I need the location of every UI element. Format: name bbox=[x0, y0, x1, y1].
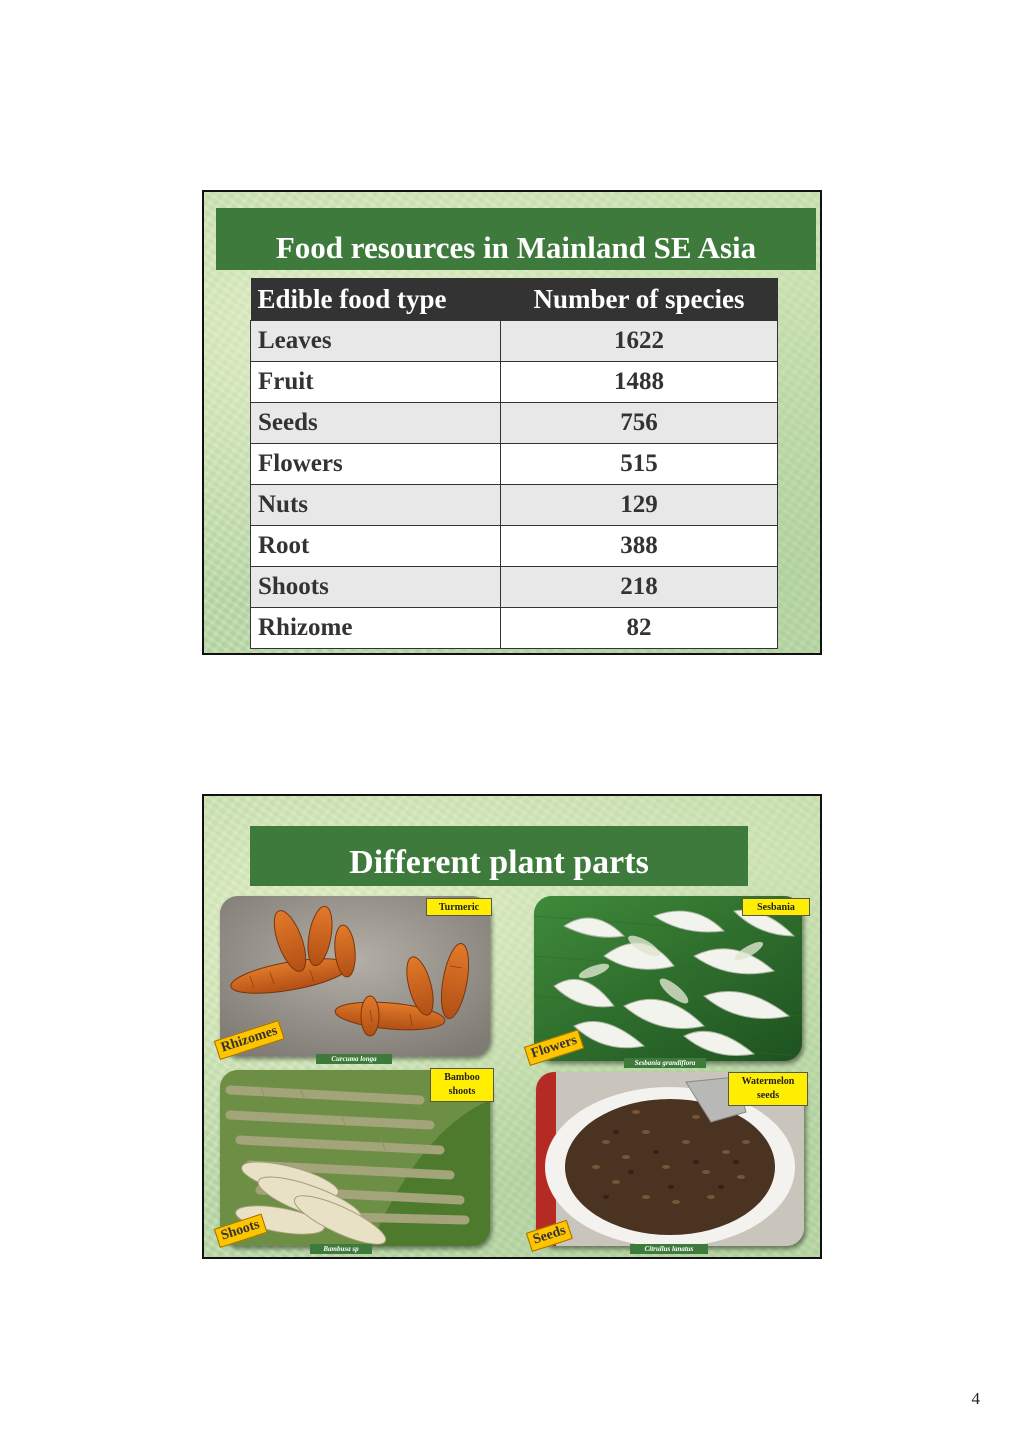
bamboo-label: Bamboo shoots bbox=[430, 1068, 494, 1102]
turmeric-caption: Curcuma longa bbox=[316, 1054, 392, 1064]
header-species-count: Number of species bbox=[500, 278, 777, 321]
cell-species-count: 218 bbox=[500, 567, 777, 608]
table-header-row bbox=[251, 278, 778, 321]
bamboo-caption: Bambusa sp bbox=[310, 1244, 372, 1254]
slide-plant-parts bbox=[202, 794, 822, 1259]
cell-food-type: Rhizome bbox=[251, 608, 501, 649]
table-row bbox=[251, 362, 778, 403]
cell-species-count: 515 bbox=[500, 444, 777, 485]
table-row bbox=[251, 526, 778, 567]
page-number: 4 bbox=[971, 1389, 980, 1408]
table-row bbox=[251, 321, 778, 362]
rhizomes-tag: Rhizomes bbox=[214, 1020, 285, 1060]
cell-food-type: Flowers bbox=[251, 444, 501, 485]
slide2-title: Different plant parts bbox=[250, 826, 748, 886]
sesbania-label: Sesbania bbox=[742, 898, 810, 916]
table-row bbox=[251, 444, 778, 485]
cell-species-count: 1488 bbox=[500, 362, 777, 403]
table-row bbox=[251, 485, 778, 526]
cell-species-count: 82 bbox=[500, 608, 777, 649]
turmeric-label: Turmeric bbox=[426, 898, 492, 916]
cell-food-type: Seeds bbox=[251, 403, 501, 444]
cell-species-count: 1622 bbox=[500, 321, 777, 362]
cell-food-type: Root bbox=[251, 526, 501, 567]
slide-food-resources bbox=[202, 190, 822, 655]
cell-species-count: 756 bbox=[500, 403, 777, 444]
cell-food-type: Shoots bbox=[251, 567, 501, 608]
cell-food-type: Fruit bbox=[251, 362, 501, 403]
food-resources-table bbox=[250, 278, 778, 649]
watermelon-seeds-caption: Citrullus lanatus bbox=[630, 1244, 708, 1254]
seeds-tag: Seeds bbox=[526, 1220, 574, 1252]
flowers-tag: Flowers bbox=[524, 1029, 585, 1066]
watermelon-seeds-label: Watermelon seeds bbox=[728, 1072, 808, 1106]
shoots-tag: Shoots bbox=[214, 1214, 267, 1248]
sesbania-caption: Sesbania grandiflora bbox=[624, 1058, 706, 1068]
cell-species-count: 129 bbox=[500, 485, 777, 526]
cell-species-count: 388 bbox=[500, 526, 777, 567]
table-row bbox=[251, 608, 778, 649]
header-food-type: Edible food type bbox=[251, 278, 501, 321]
table-row bbox=[251, 403, 778, 444]
table-row bbox=[251, 567, 778, 608]
cell-food-type: Leaves bbox=[251, 321, 501, 362]
cell-food-type: Nuts bbox=[251, 485, 501, 526]
slide1-title: Food resources in Mainland SE Asia bbox=[216, 208, 816, 270]
